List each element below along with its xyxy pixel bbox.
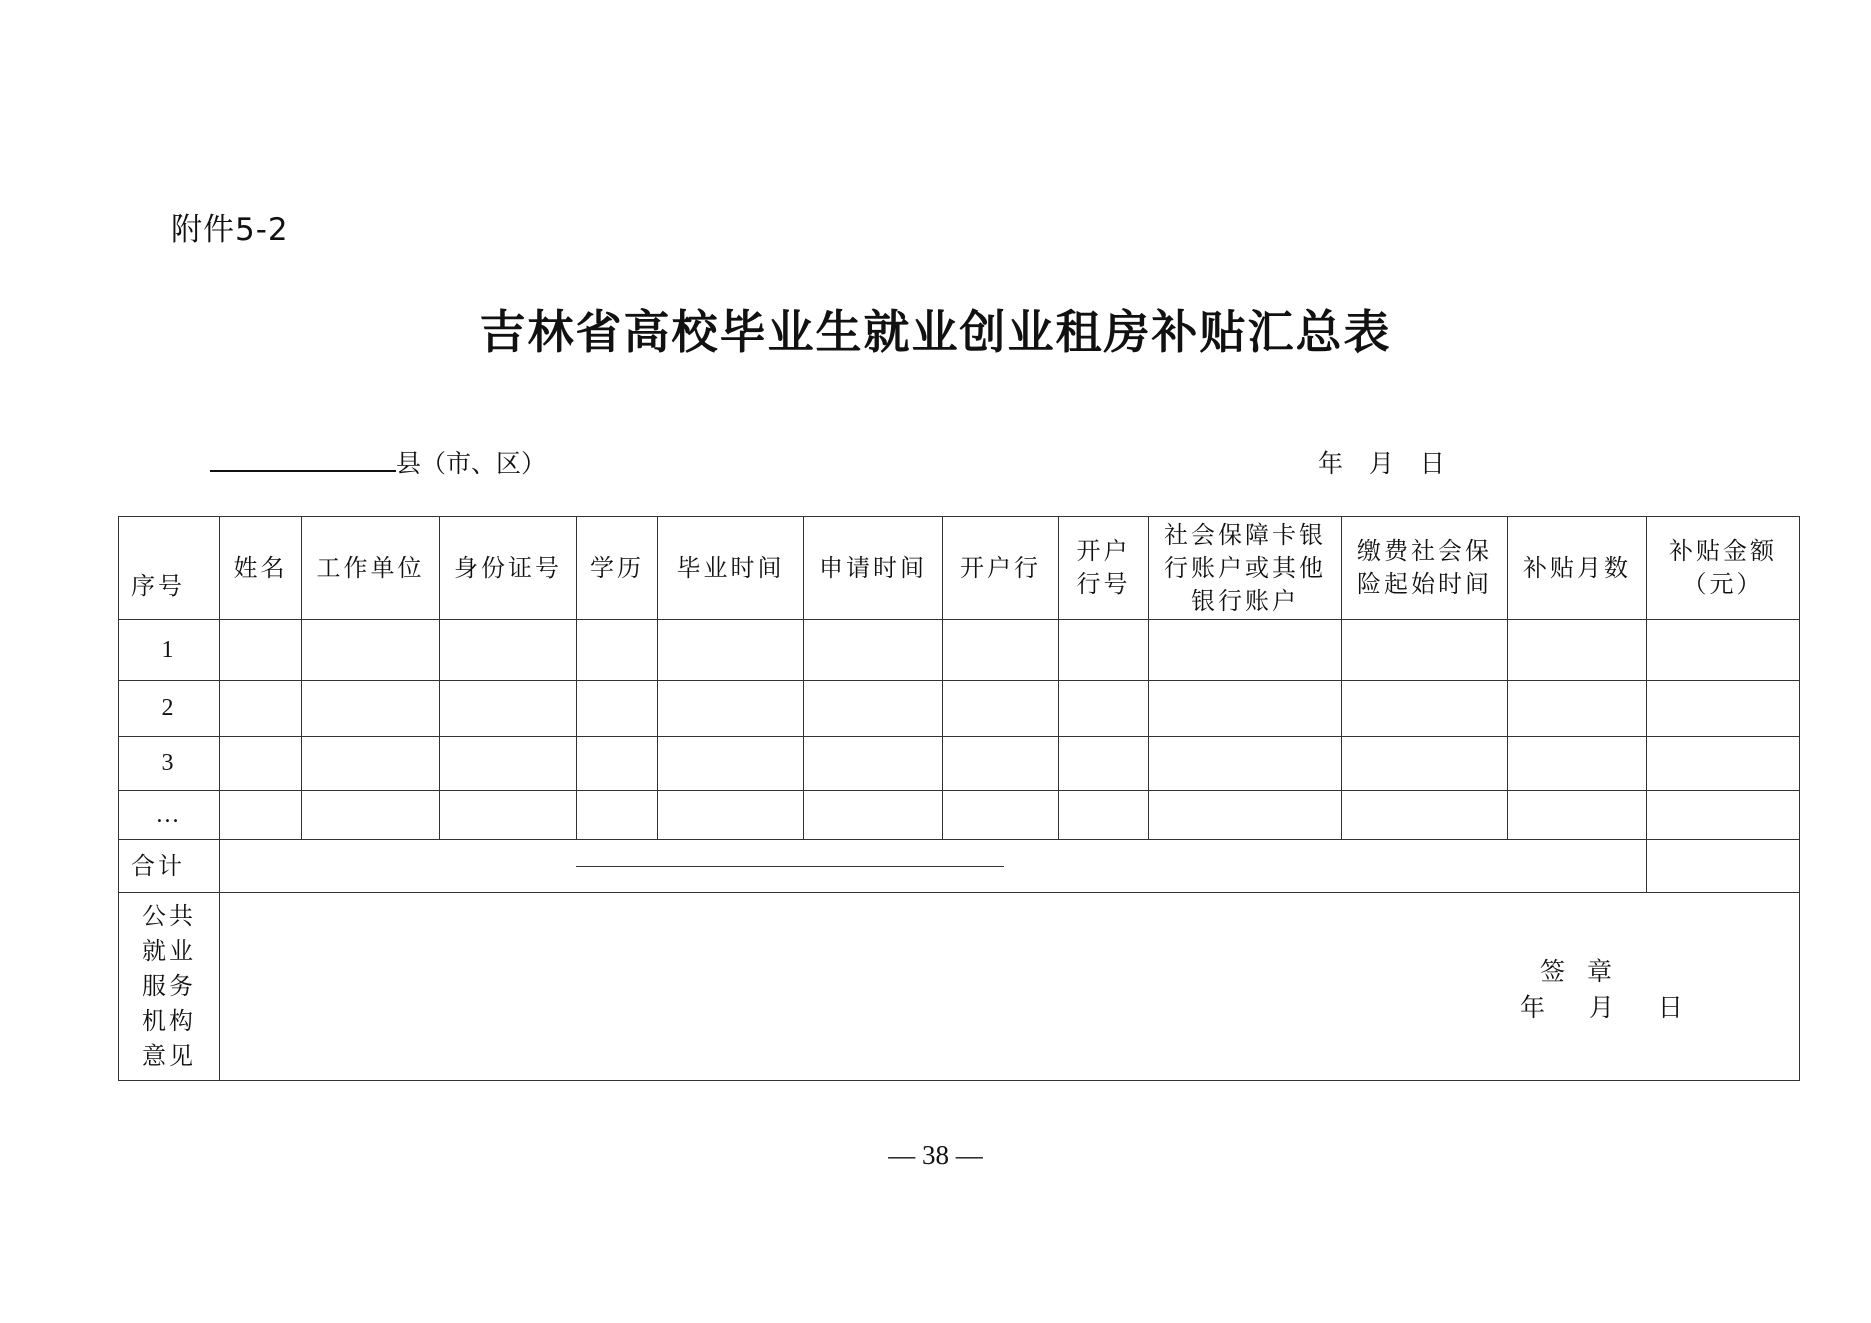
header-name: 姓名 [220,517,302,620]
header-insurance-start [1342,517,1508,620]
table-cell[interactable] [1647,737,1800,791]
row-number: 1 [119,620,220,681]
table-cell[interactable] [943,681,1059,737]
table-cell[interactable] [1149,737,1342,791]
total-dash-line [576,866,1004,867]
table-cell[interactable] [943,737,1059,791]
table-cell[interactable] [804,620,943,681]
county-suffix: 县（市、区） [396,449,547,478]
table-cell[interactable] [1059,791,1149,840]
table-cell[interactable] [804,737,943,791]
opinion-label-line: 就业 [142,937,196,965]
header-account-line2: 行号 [1076,570,1131,598]
table-cell[interactable] [804,681,943,737]
table-cell[interactable] [440,791,577,840]
row-number: 2 [119,681,220,737]
table-cell[interactable] [302,737,440,791]
total-amount-cell[interactable] [1647,840,1800,893]
table-row [119,620,1800,681]
sign-label: 签章 [1540,957,1635,986]
table-row [119,791,1800,840]
table-cell[interactable] [1149,791,1342,840]
table-cell[interactable] [943,620,1059,681]
header-social-card-line2: 行账户或其他 [1164,553,1326,582]
opinion-content-cell[interactable] [220,893,1800,1081]
table-cell[interactable] [302,620,440,681]
header-education: 学历 [577,517,658,620]
header-insurance-start-line1: 缴费社会保 [1357,537,1492,565]
header-subsidy-amount-line2: （元） [1682,570,1764,598]
date-line: 年 月 日 [1318,449,1445,478]
county-line [210,444,546,480]
header-account-line1: 开户 [1076,537,1131,565]
header-id-number: 身份证号 [440,517,577,620]
header-subsidy-months: 补贴月数 [1508,517,1647,620]
opinion-label-line: 公共 [142,902,196,930]
table-cell[interactable] [658,620,804,681]
total-row [119,840,1800,893]
table-cell[interactable] [1647,620,1800,681]
header-subsidy-amount-line1: 补贴金额 [1669,537,1777,565]
table-cell[interactable] [1508,681,1647,737]
table-cell[interactable] [943,791,1059,840]
header-account-number [1059,517,1149,620]
header-social-card [1149,517,1342,620]
table-cell[interactable] [658,737,804,791]
table-cell[interactable] [577,681,658,737]
table-cell[interactable] [577,620,658,681]
table-cell[interactable] [302,681,440,737]
table-cell[interactable] [302,791,440,840]
table-cell[interactable] [1647,791,1800,840]
table-cell[interactable] [440,681,577,737]
header-work-unit: 工作单位 [302,517,440,620]
page-title: 吉林省高校毕业生就业创业租房补贴汇总表 [479,305,1392,359]
table-cell[interactable] [220,620,302,681]
header-bank: 开户行 [943,517,1059,620]
table-cell[interactable] [1647,681,1800,737]
header-application-time: 申请时间 [804,517,943,620]
table-cell[interactable] [577,791,658,840]
table-cell[interactable] [1508,620,1647,681]
attachment-label: 附件5-2 [171,212,289,248]
opinion-label-line: 意见 [142,1042,196,1070]
header-social-card-line3: 银行账户 [1191,586,1299,615]
table-cell[interactable] [1342,681,1508,737]
table-cell[interactable] [577,737,658,791]
table-cell[interactable] [440,737,577,791]
opinion-row [119,893,1800,1081]
summary-table [118,516,1800,1081]
table-cell[interactable] [1059,737,1149,791]
table-cell[interactable] [1342,791,1508,840]
table-cell[interactable] [440,620,577,681]
row-number: 3 [119,737,220,791]
county-blank-field[interactable] [210,448,396,472]
opinion-label [119,893,220,1081]
header-social-card-line1: 社会保障卡银 [1164,520,1326,549]
table-row [119,681,1800,737]
header-graduation-time: 毕业时间 [658,517,804,620]
table-row [119,737,1800,791]
table-cell[interactable] [1342,620,1508,681]
table-cell[interactable] [1342,737,1508,791]
sign-date: 年 月 日 [1520,993,1686,1022]
header-insurance-start-line2: 险起始时间 [1357,570,1492,598]
table-cell[interactable] [1508,737,1647,791]
table-cell[interactable] [1059,681,1149,737]
table-cell[interactable] [658,681,804,737]
header-subsidy-amount [1647,517,1800,620]
opinion-label-line: 机构 [142,1007,196,1035]
table-cell[interactable] [1059,620,1149,681]
page-number: — 38 — [888,1140,983,1170]
row-number: … [119,791,220,840]
header-seq: 序号 [119,517,220,620]
table-cell[interactable] [1508,791,1647,840]
table-cell[interactable] [220,737,302,791]
opinion-label-line: 服务 [142,972,196,1000]
table-cell[interactable] [804,791,943,840]
table-cell[interactable] [1149,620,1342,681]
total-merged-cell [220,840,1647,893]
table-cell[interactable] [658,791,804,840]
header-row [119,517,1800,620]
table-cell[interactable] [1149,681,1342,737]
table-cell[interactable] [220,681,302,737]
table-cell[interactable] [220,791,302,840]
total-label: 合计 [119,840,220,893]
